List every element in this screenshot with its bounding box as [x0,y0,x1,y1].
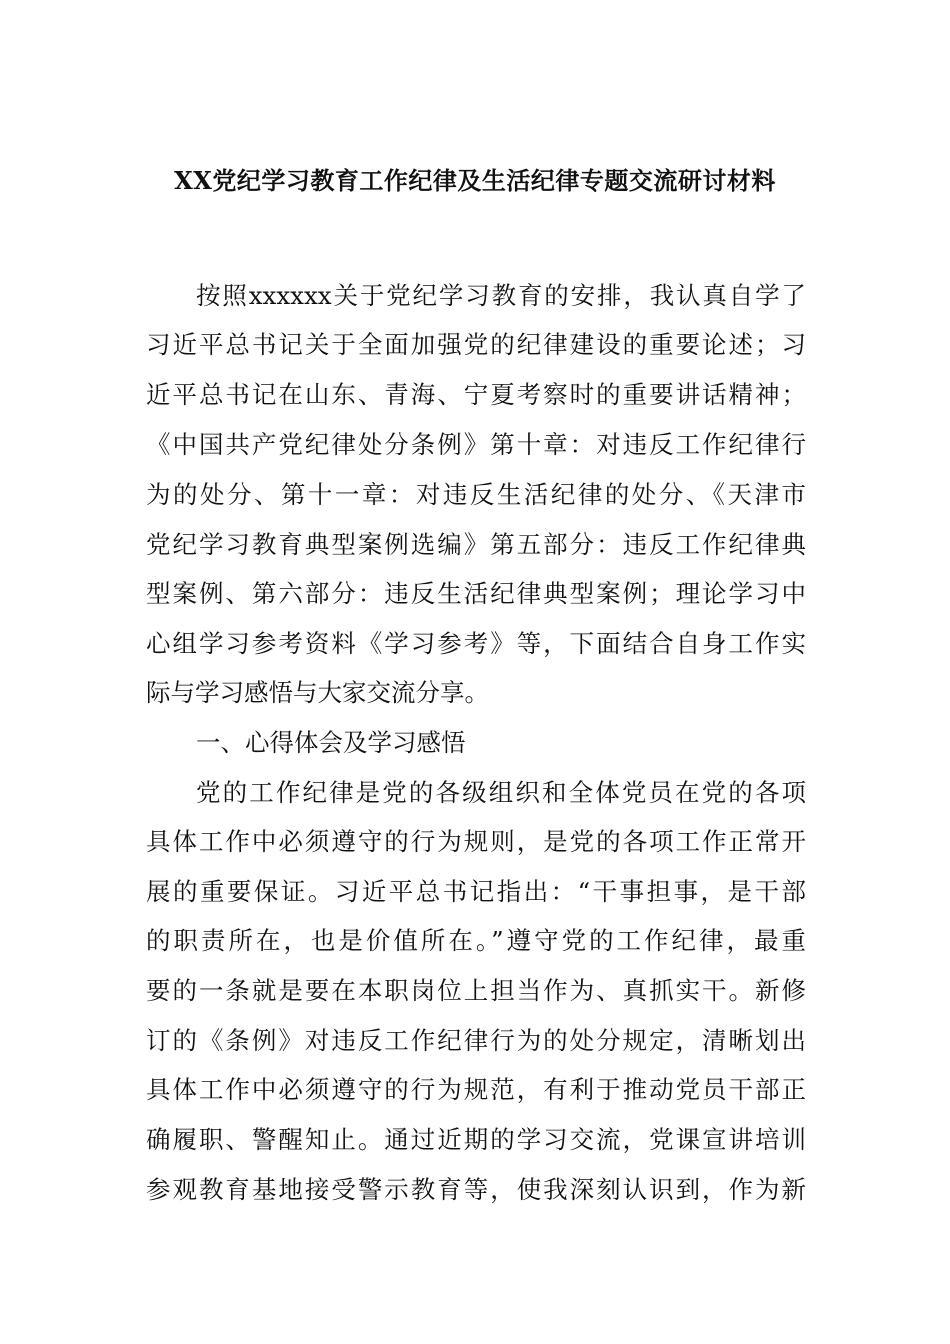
paragraph-line: 参观教育基地接受警示教育等，使我深刻认识到，作为新 [146,1175,806,1204]
paragraph-line: 具体工作中必须遵守的行为规则，是党的各项工作正常开 [146,827,806,856]
paragraph-line: 习近平总书记关于全面加强党的纪律建设的重要论述；习 [146,330,806,359]
section-heading: 一、心得体会及学习感悟 [196,728,466,757]
paragraph-line: 近平总书记在山东、青海、宁夏考察时的重要讲话精神； [146,380,806,409]
paragraph-line: 心组学习参考资料《学习参考》等，下面结合自身工作实 [146,629,806,658]
paragraph-line: 党的工作纪律是党的各级组织和全体党员在党的各项 [196,778,806,807]
paragraph-line: 订的《条例》对违反工作纪律行为的处分规定，清晰划出 [146,1026,806,1055]
paragraph-line: 确履职、警醒知止。通过近期的学习交流，党课宣讲培训 [146,1125,806,1154]
paragraph-line: 党纪学习教育典型案例选编》第五部分：违反工作纪律典 [146,530,806,559]
paragraph-line: 际与学习感悟与大家交流分享。 [146,678,489,707]
document-title: XX党纪学习教育工作纪律及生活纪律专题交流研讨材料 [174,166,776,195]
paragraph-line: 为的处分、第十一章：对违反生活纪律的处分、《天津市 [146,480,806,509]
paragraph-line: 的职责所在，也是价值所在。”遵守党的工作纪律，最重 [146,926,806,955]
paragraph-line: 具体工作中必须遵守的行为规范，有利于推动党员干部正 [146,1075,806,1104]
paragraph-line: 型案例、第六部分：违反生活纪律典型案例；理论学习中 [146,579,806,608]
paragraph-line: 按照xxxxxx关于党纪学习教育的安排，我认真自学了 [196,281,806,310]
paragraph-line: 展的重要保证。习近平总书记指出：“干事担事，是干部 [146,877,806,906]
paragraph-line: 《中国共产党纪律处分条例》第十章：对违反工作纪律行 [146,430,806,459]
paragraph-line: 要的一条就是要在本职岗位上担当作为、真抓实干。新修 [146,976,806,1005]
